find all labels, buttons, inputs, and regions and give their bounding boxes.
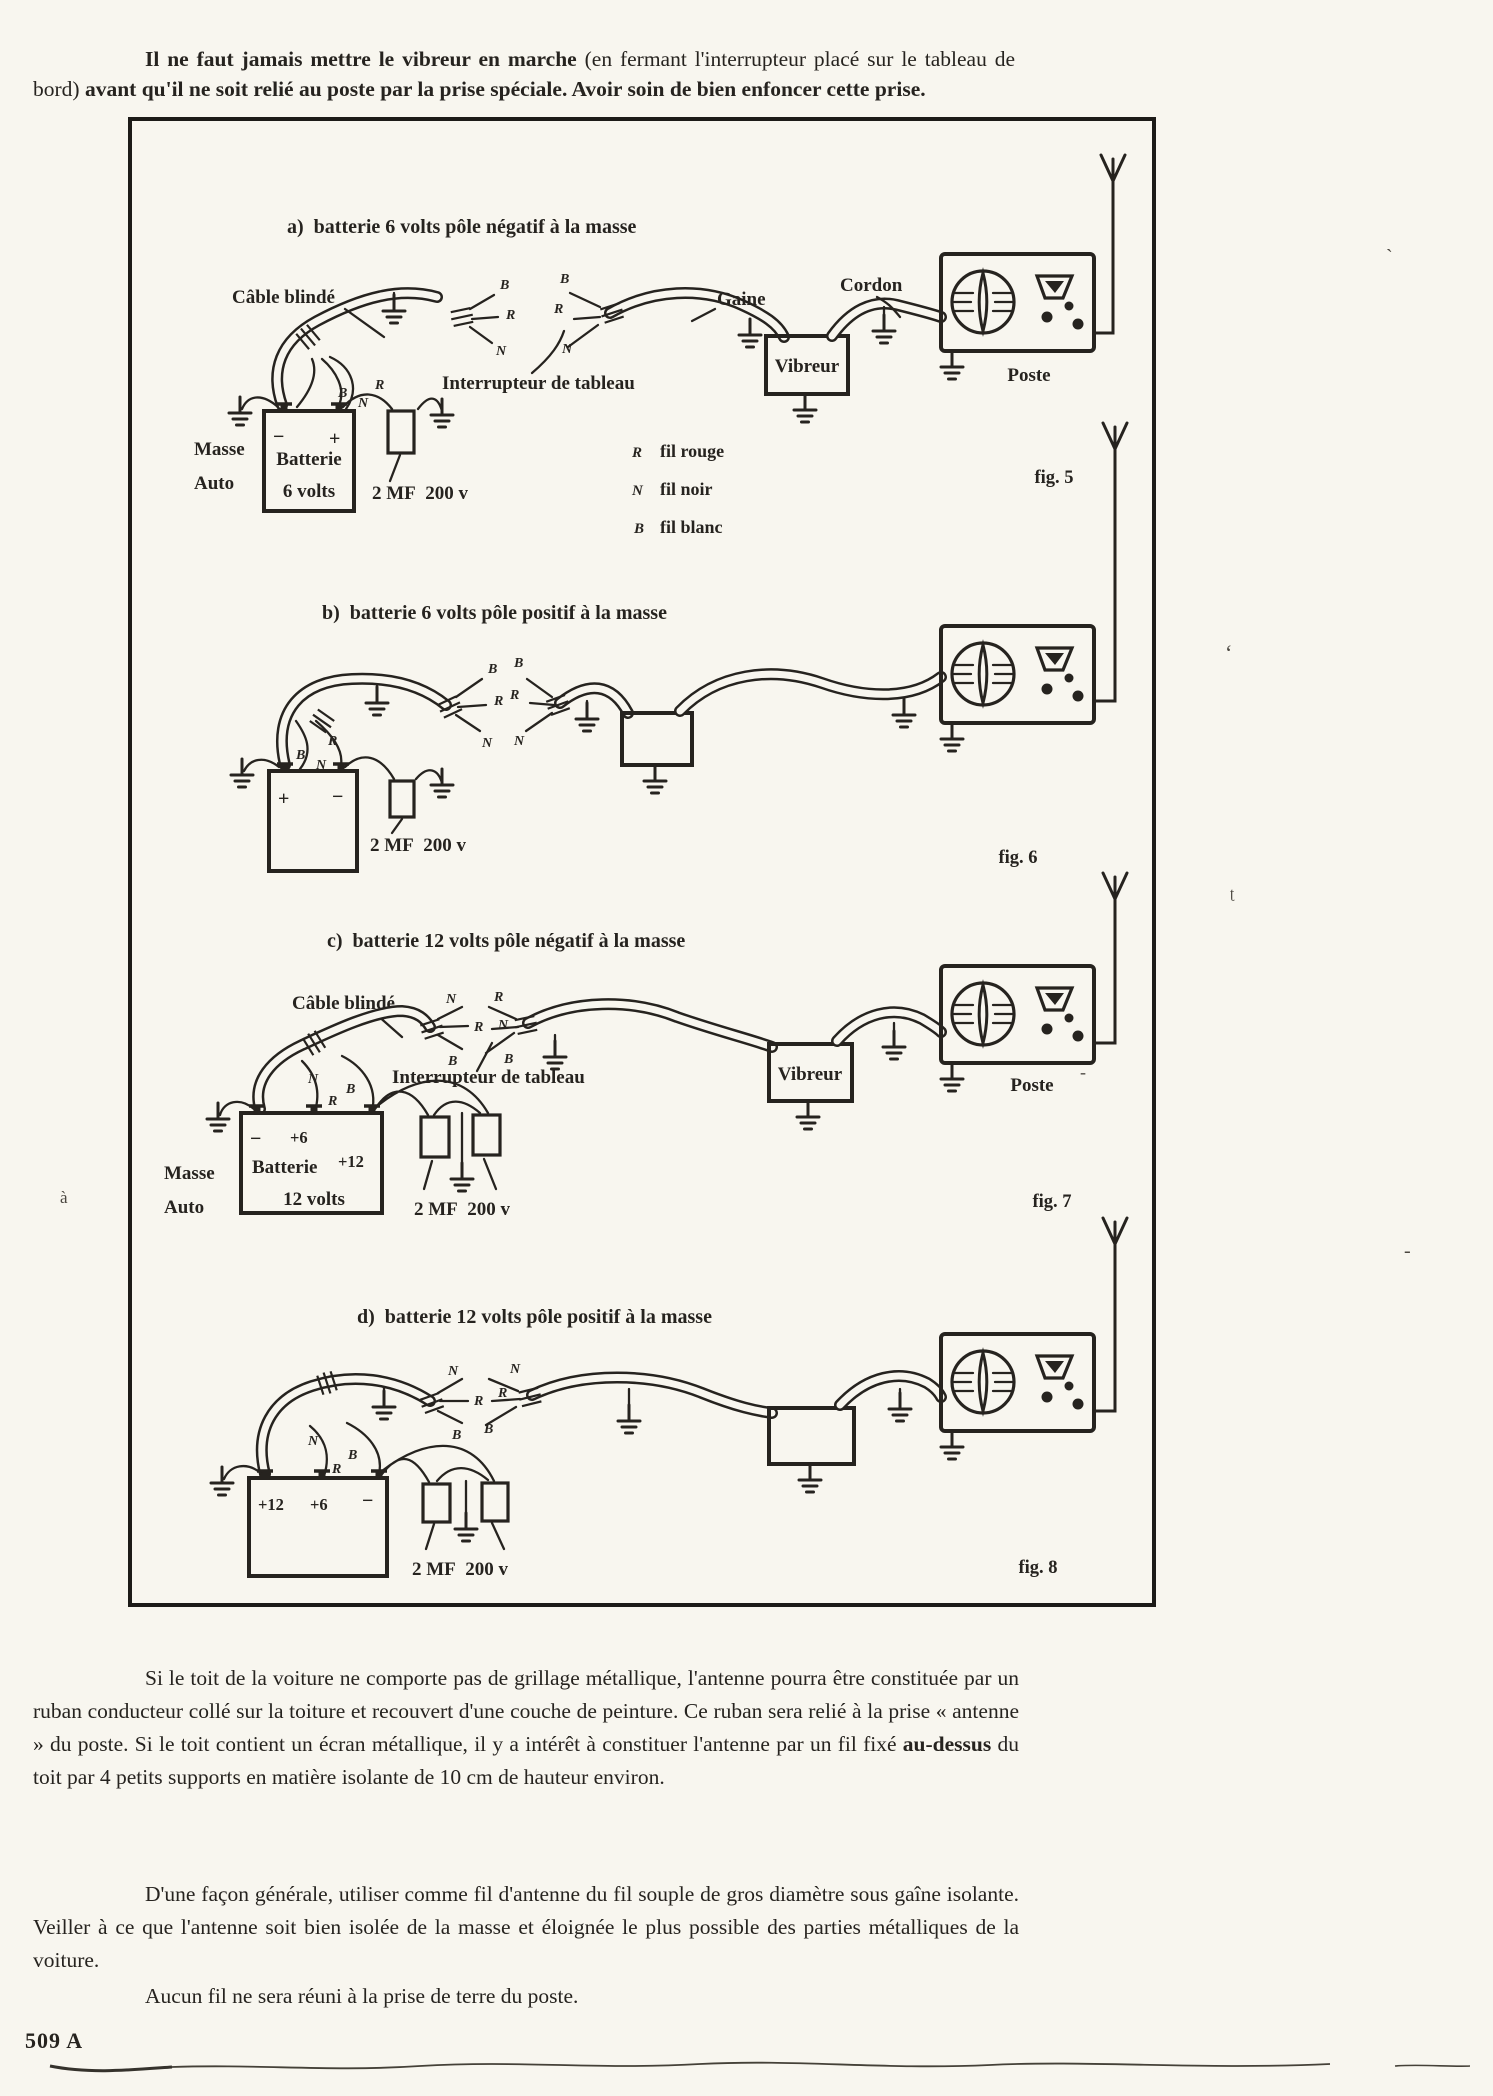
wire-letter: B [514, 656, 524, 671]
scan-artifact: - [1404, 1240, 1411, 1262]
battery-voltage: 12 volts [283, 1189, 345, 1210]
radio-poste [941, 626, 1094, 723]
scan-artifact: ʈ [1230, 886, 1235, 902]
wire-letter: N [562, 342, 573, 357]
battery-plus: + [329, 428, 341, 450]
paragraph-text: D'une façon générale, utiliser comme fil d'antenne du fil souple de gros diamètre sous gaîne isolante. Veiller à ce que l'antenne soit bien isolée de la masse et éloignée le plus possible des parties métalliques de la voiture. [33, 1881, 1019, 1972]
capacitor [390, 781, 414, 817]
capacitor [482, 1483, 508, 1521]
page-reference: 509 A [25, 2028, 84, 2053]
capacitor-wires [345, 757, 442, 783]
paragraph-text: Aucun fil ne sera réuni à la prise de terre du poste. [145, 1983, 579, 2008]
wire-letter: R [510, 688, 520, 703]
figure-a-6v-negative-ground [194, 155, 1125, 537]
battery-plus6: +6 [310, 1495, 328, 1514]
antenna-icon [1103, 423, 1127, 467]
masse-label: Masse [164, 1163, 215, 1184]
wire-letter: B [488, 662, 498, 677]
ground-icon [941, 723, 963, 751]
antenna-icon [1103, 1218, 1127, 1262]
ground-icon [883, 1031, 905, 1059]
capacitor [423, 1484, 450, 1522]
antenna-wire [1094, 1258, 1115, 1411]
intro-bold-2: avant qu'il ne soit relié au poste par la prise spéciale. Avoir soin de bien enfoncer cette prise. [84, 77, 926, 101]
wire-letter: B [346, 1082, 356, 1097]
paragraph-bold-text: au-dessus [902, 1731, 992, 1756]
battery-minus: − [250, 1128, 262, 1150]
wire-letter: R [498, 1386, 508, 1401]
scan-artifact: à [60, 1188, 68, 1207]
ground-icon [941, 1063, 963, 1091]
wire-letter: B [560, 272, 570, 287]
scan-artifact: ʻ [1225, 640, 1233, 665]
ground-icon [618, 1405, 640, 1433]
ground-icon [889, 1393, 911, 1421]
wire-letter: N [316, 758, 327, 773]
wire-letter: B [484, 1422, 494, 1437]
legend-symbol: N [632, 483, 643, 499]
ground-icon [644, 765, 666, 793]
ground-icon [941, 351, 963, 379]
paragraph-roof-antenna [33, 1662, 1019, 1794]
gaine-label: Gaine [717, 289, 766, 310]
vibreur-box [769, 1408, 854, 1464]
wire-letter: N [496, 344, 507, 359]
battery-minus: − [273, 426, 285, 448]
ground-icon [893, 699, 915, 727]
ground-icon [366, 687, 388, 715]
legend-symbol: B [634, 521, 645, 537]
ground-icon [797, 1101, 819, 1129]
masse-label: Masse [194, 439, 245, 460]
figure-number: fig. 5 [1034, 468, 1074, 488]
legend-text: fil blanc [660, 517, 723, 537]
wire-letter: N [482, 736, 493, 751]
shielded-cable-tube [277, 293, 437, 405]
wire-letter: B [338, 386, 348, 401]
wiring-diagrams [132, 121, 1152, 1603]
intro-normal: (en fermant l'interrupteur placé sur le tableau de bord) [33, 46, 1016, 101]
wire-letter: N [446, 992, 457, 1007]
wire-letter: R [332, 1462, 342, 1477]
radio-poste [941, 1334, 1094, 1431]
cable-blinde-label: Câble blindé [232, 287, 335, 308]
figure-d-caption: d) batterie 12 volts pôle positif à la masse [357, 1306, 712, 1328]
antenna-wire [1094, 195, 1113, 333]
wire-letter: R [328, 1094, 338, 1109]
battery-minus: − [362, 1490, 374, 1512]
ground-icon [373, 1391, 395, 1419]
radio-poste [941, 254, 1094, 351]
cordon-label: Cordon [840, 275, 903, 296]
capacitor-wires [382, 1446, 494, 1482]
wire-letter: R [494, 694, 504, 709]
ground-icon [544, 1041, 566, 1069]
ground-icon [873, 315, 895, 343]
wire-letter: N [308, 1434, 319, 1449]
switch-wires-right [568, 293, 600, 347]
legend-text: fil noir [660, 479, 713, 499]
switch-wires-right [526, 679, 554, 731]
wire-letter: B [452, 1428, 462, 1443]
scan-baseline [0, 2040, 1493, 2096]
wire-letter: R [474, 1394, 484, 1409]
wire-letter: R [375, 378, 385, 393]
label-leader [532, 331, 564, 373]
scan-artifact: ` [1386, 246, 1393, 268]
ground-icon [794, 394, 816, 422]
wire-letter: N [510, 1362, 521, 1377]
wire-letter: R [554, 302, 564, 317]
battery-plus12: +12 [338, 1152, 364, 1171]
wire-letter: B [500, 278, 510, 293]
figure-number: fig. 6 [998, 848, 1038, 868]
cable-blinde-label: Câble blindé [292, 993, 395, 1014]
battery-label: Batterie [276, 449, 342, 470]
switch-wires-left [438, 1007, 468, 1049]
paragraph-text: du toit par 4 petits supports en matière isolante de 10 cm de hauteur environ. [33, 1731, 1020, 1789]
wire-letter: R [328, 734, 338, 749]
paragraph-text: Si le toit de la voiture ne comporte pas de grillage métallique, l'antenne pourra être constituée par un ruban conducteur collé sur la toiture et recouvert d'une couche de peinture. Ce ruban sera relié à la prise « antenne » du poste. Si le toit contient un écran métallique, il y a intérêt à constituer l'antenne par un fil fixé [33, 1665, 1019, 1756]
scan-artifact: - [1080, 1062, 1086, 1082]
vibreur-box [622, 713, 692, 765]
battery-cable-wires [297, 357, 353, 409]
legend-text: fil rouge [660, 441, 725, 461]
wire-letter: N [448, 1364, 459, 1379]
battery-cable-wires [310, 1423, 380, 1476]
figures-frame [128, 117, 1156, 1607]
intro-bold-1: Il ne faut jamais mettre le vibreur en marche [145, 46, 585, 71]
wire-letter: B [296, 748, 306, 763]
wire-letter: R [506, 308, 516, 323]
antenna-wire [1094, 463, 1115, 701]
ground-icon [451, 1163, 473, 1191]
ground-icon [431, 399, 453, 427]
capacitor [473, 1115, 500, 1155]
figure-b-caption: b) batterie 6 volts pôle positif à la masse [322, 602, 667, 624]
wire-letter: B [504, 1052, 514, 1067]
capacitor-label: 2 MF 200 v [372, 483, 469, 504]
capacitor [421, 1117, 449, 1157]
label-leader [692, 309, 715, 321]
battery-box [269, 771, 357, 871]
antenna-icon [1101, 155, 1125, 199]
cable-collar [450, 308, 474, 326]
wire-letter: R [474, 1020, 484, 1035]
wire-letter: B [348, 1448, 358, 1463]
masse-label: Auto [194, 473, 235, 494]
wire-letter: R [494, 990, 504, 1005]
wire-letter: N [498, 1018, 509, 1033]
wire-letter: N [308, 1072, 319, 1087]
antenna-wire [1094, 913, 1115, 1043]
wire-letter: N [514, 734, 525, 749]
wire-letter: N [358, 396, 369, 411]
figure-a-caption: a) batterie 6 volts pôle négatif à la masse [287, 216, 637, 238]
wire-letter: B [448, 1054, 458, 1069]
vibreur-label: Vibreur [777, 1064, 843, 1085]
capacitor-label: 2 MF 200 v [412, 1559, 509, 1580]
cable-collar [317, 1370, 337, 1395]
capacitor-label: 2 MF 200 v [370, 835, 467, 856]
radio-poste [941, 966, 1094, 1063]
ground-icon [799, 1464, 821, 1492]
figure-number: fig. 7 [1032, 1192, 1072, 1212]
label-leader [390, 455, 400, 481]
ground-icon [576, 703, 598, 731]
figure-d-12v-positive-ground [211, 1218, 1127, 1580]
wire-color-legend [631, 441, 724, 537]
legend-symbol: R [632, 445, 643, 461]
paragraph-antenna-wire [33, 1878, 1019, 1977]
ground-icon [431, 769, 453, 797]
capacitor [388, 411, 414, 453]
label-leader [345, 309, 384, 337]
ground-icon [455, 1513, 477, 1541]
ground-wire [242, 397, 278, 409]
battery-label: Batterie [252, 1157, 318, 1178]
battery-plus12: +12 [258, 1495, 284, 1514]
switch-wires-left [456, 679, 486, 731]
capacitor-label: 2 MF 200 v [414, 1199, 511, 1220]
battery-plus: + [278, 788, 290, 810]
poste-label: Poste [1010, 1075, 1054, 1096]
ground-icon [739, 319, 761, 347]
cable-collar [309, 709, 335, 733]
vibreur-label: Vibreur [774, 356, 840, 377]
interrupteur-label: Interrupteur de tableau [442, 373, 635, 394]
battery-plus6: +6 [290, 1128, 308, 1147]
switch-wires-left [438, 1379, 468, 1423]
battery-minus: − [332, 786, 344, 808]
ground-icon [941, 1431, 963, 1459]
intro-paragraph [33, 44, 1015, 105]
interrupteur-label: Interrupteur de tableau [392, 1067, 585, 1088]
antenna-icon [1103, 873, 1127, 917]
label-leader [392, 819, 402, 833]
figure-c-12v-negative-ground [164, 873, 1127, 1220]
poste-label: Poste [1007, 365, 1051, 386]
figure-number: fig. 8 [1018, 1558, 1058, 1578]
battery-voltage: 6 volts [282, 481, 336, 502]
switch-wires-left [470, 295, 498, 343]
masse-label: Auto [164, 1197, 205, 1218]
figure-c-caption: c) batterie 12 volts pôle négatif à la masse [327, 930, 686, 952]
paragraph-ground-rule [33, 1980, 1019, 2013]
